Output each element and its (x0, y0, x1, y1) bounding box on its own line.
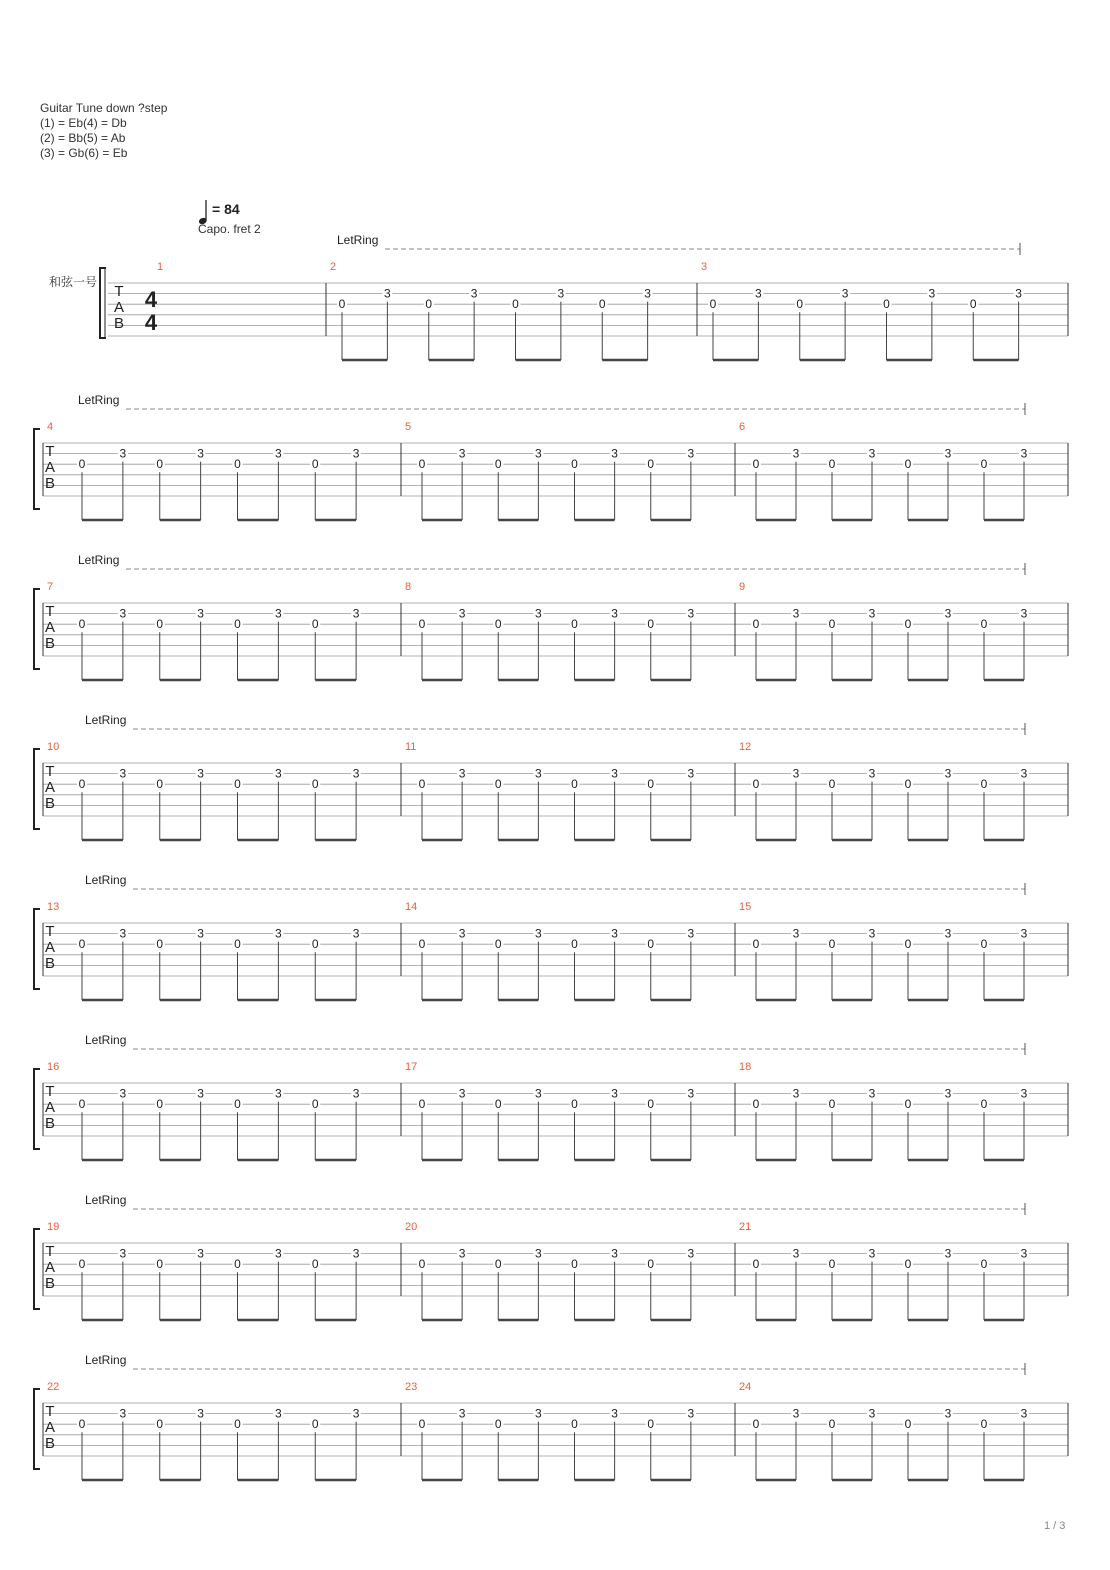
fret-number: 3 (1020, 926, 1028, 941)
let-ring-label: LetRing (78, 553, 120, 567)
fret-number: 3 (792, 446, 800, 461)
fret-number: 0 (571, 1097, 578, 1112)
measure-number: 15 (739, 901, 752, 913)
fret-number: 3 (275, 1246, 282, 1261)
fret-number: 3 (687, 446, 695, 461)
fret-number: 3 (197, 1086, 204, 1101)
fret-number: 3 (119, 1246, 127, 1261)
fret-number: 3 (275, 1406, 282, 1421)
fret-number: 0 (234, 1257, 241, 1272)
tab-letter-b: B (44, 795, 56, 812)
fret-number: 3 (944, 766, 952, 781)
fret-number: 0 (980, 1257, 988, 1272)
fret-number: 0 (571, 457, 578, 472)
fret-number: 3 (792, 1406, 800, 1421)
fret-number: 3 (611, 926, 618, 941)
measure-number: 20 (405, 1221, 418, 1233)
tab-letter-t: T (45, 763, 55, 780)
fret-number: 3 (868, 766, 876, 781)
fret-number: 0 (78, 617, 86, 632)
fret-number: 0 (752, 457, 760, 472)
fret-number: 3 (792, 926, 800, 941)
tab-letter-b: B (44, 1435, 56, 1452)
fret-number: 0 (512, 297, 519, 312)
fret-number: 0 (647, 1417, 655, 1432)
tab-letter-t: T (45, 1243, 55, 1260)
fret-number: 3 (841, 286, 849, 301)
fret-number: 3 (197, 766, 204, 781)
measure-number: 6 (739, 421, 746, 433)
fret-number: 3 (535, 1086, 542, 1101)
fret-number: 0 (828, 1417, 836, 1432)
fret-number: 0 (78, 1417, 86, 1432)
fret-number: 3 (119, 446, 127, 461)
fret-number: 3 (644, 286, 651, 301)
fret-number: 0 (156, 457, 164, 472)
fret-number: 3 (944, 606, 952, 621)
fret-number: 0 (418, 777, 426, 792)
measure-number: 7 (47, 581, 54, 593)
fret-number: 3 (792, 1086, 800, 1101)
measure-number: 16 (47, 1061, 60, 1073)
fret-number: 0 (234, 777, 241, 792)
fret-number: 0 (311, 937, 319, 952)
fret-number: 3 (352, 1406, 360, 1421)
tab-letter-b: B (44, 635, 56, 652)
fret-number: 3 (197, 1406, 204, 1421)
fret-number: 3 (119, 1086, 127, 1101)
fret-number: 0 (709, 297, 717, 312)
fret-number: 3 (1015, 286, 1022, 301)
fret-number: 0 (980, 937, 988, 952)
fret-number: 3 (928, 286, 936, 301)
measure-number: 17 (405, 1061, 418, 1073)
fret-number: 3 (792, 606, 800, 621)
fret-number: 0 (234, 1417, 241, 1432)
system-bracket (34, 749, 40, 829)
fret-number: 0 (494, 1417, 502, 1432)
fret-number: 0 (904, 1417, 912, 1432)
measure-number: 24 (739, 1381, 752, 1393)
fret-number: 0 (647, 777, 655, 792)
fret-number: 3 (944, 1086, 952, 1101)
fret-number: 3 (1020, 446, 1028, 461)
fret-number: 3 (275, 766, 282, 781)
fret-number: 0 (828, 1097, 836, 1112)
fret-number: 0 (311, 617, 319, 632)
fret-number: 0 (311, 1097, 319, 1112)
fret-number: 0 (980, 617, 988, 632)
capo-text: Capo. fret 2 (198, 222, 261, 236)
fret-number: 0 (156, 1417, 164, 1432)
measure-number: 5 (405, 421, 412, 433)
tab-letter-a: A (44, 459, 56, 476)
system-bracket (34, 1229, 40, 1309)
fret-number: 3 (352, 446, 360, 461)
fret-number: 0 (647, 937, 655, 952)
fret-number: 0 (828, 617, 836, 632)
measure-number: 11 (405, 741, 417, 753)
tuning-line: (3) = Gb(6) = Eb (40, 146, 128, 160)
tuning-line: Guitar Tune down ?step (40, 101, 168, 115)
fret-number: 3 (868, 606, 876, 621)
fret-number: 3 (868, 926, 876, 941)
fret-number: 3 (458, 926, 466, 941)
fret-number: 0 (828, 777, 836, 792)
fret-number: 0 (156, 1097, 164, 1112)
tab-letter-a: A (44, 1099, 56, 1116)
system-bracket (34, 1069, 40, 1149)
fret-number: 0 (904, 617, 912, 632)
fret-number: 3 (535, 1246, 542, 1261)
fret-number: 0 (828, 937, 836, 952)
tab-letter-b: B (44, 1115, 56, 1132)
fret-number: 0 (234, 1097, 241, 1112)
tuning-line: (1) = Eb(4) = Db (40, 116, 127, 130)
tab-letter-a: A (44, 779, 56, 796)
fret-number: 3 (384, 286, 391, 301)
fret-number: 0 (494, 937, 502, 952)
fret-number: 3 (868, 1086, 876, 1101)
fret-number: 3 (944, 446, 952, 461)
fret-number: 0 (752, 777, 760, 792)
measure-number: 12 (739, 741, 752, 753)
tab-letter-t: T (45, 923, 55, 940)
tab-letter-b: B (44, 955, 56, 972)
fret-number: 0 (752, 1257, 760, 1272)
fret-number: 3 (458, 1246, 466, 1261)
fret-number: 3 (1020, 1246, 1028, 1261)
measure-number: 14 (405, 901, 418, 913)
fret-number: 3 (119, 1406, 127, 1421)
fret-number: 3 (1020, 1406, 1028, 1421)
tab-letter-a: A (44, 1259, 56, 1276)
fret-number: 3 (687, 606, 695, 621)
fret-number: 3 (611, 446, 618, 461)
fret-number: 3 (687, 1246, 695, 1261)
fret-number: 0 (338, 297, 346, 312)
fret-number: 3 (458, 1086, 466, 1101)
fret-number: 0 (828, 457, 836, 472)
page-number: 1 / 3 (1044, 1520, 1066, 1532)
fret-number: 3 (755, 286, 762, 301)
let-ring-label: LetRing (337, 233, 379, 247)
fret-number: 3 (458, 446, 466, 461)
measure-number: 1 (157, 261, 164, 273)
time-signature-top: 4 (144, 287, 158, 312)
fret-number: 0 (425, 297, 433, 312)
fret-number: 0 (494, 617, 502, 632)
fret-number: 3 (197, 926, 204, 941)
tab-letter-t: T (45, 603, 55, 620)
fret-number: 3 (1020, 1086, 1028, 1101)
fret-number: 3 (611, 766, 618, 781)
fret-number: 0 (969, 297, 977, 312)
fret-number: 0 (752, 1097, 760, 1112)
fret-number: 0 (78, 1257, 86, 1272)
fret-number: 3 (687, 1086, 695, 1101)
fret-number: 0 (418, 617, 426, 632)
system-bracket (34, 429, 40, 509)
let-ring-label: LetRing (85, 873, 127, 887)
fret-number: 3 (352, 1246, 360, 1261)
fret-number: 3 (535, 766, 542, 781)
fret-number: 0 (796, 297, 804, 312)
fret-number: 3 (611, 1406, 618, 1421)
fret-number: 0 (156, 617, 164, 632)
fret-number: 0 (883, 297, 890, 312)
tab-letter-t: T (114, 283, 124, 300)
fret-number: 3 (458, 766, 466, 781)
system-bracket (34, 909, 40, 989)
fret-number: 0 (647, 457, 655, 472)
fret-number: 3 (611, 606, 618, 621)
fret-number: 3 (535, 606, 542, 621)
fret-number: 3 (352, 606, 360, 621)
fret-number: 0 (311, 457, 319, 472)
tab-letter-t: T (45, 1403, 55, 1420)
fret-number: 0 (980, 777, 988, 792)
measure-number: 9 (739, 581, 746, 593)
measure-number: 2 (330, 261, 337, 273)
fret-number: 3 (197, 446, 204, 461)
measure-number: 13 (47, 901, 60, 913)
fret-number: 0 (494, 457, 502, 472)
fret-number: 3 (557, 286, 565, 301)
measure-number: 21 (739, 1221, 752, 1233)
fret-number: 0 (647, 1097, 655, 1112)
fret-number: 0 (418, 1257, 426, 1272)
fret-number: 0 (752, 617, 760, 632)
fret-number: 3 (868, 446, 876, 461)
measure-number: 3 (701, 261, 708, 273)
fret-number: 3 (119, 926, 127, 941)
fret-number: 3 (352, 926, 360, 941)
tempo-value: = 84 (212, 201, 240, 217)
fret-number: 3 (458, 606, 466, 621)
fret-number: 0 (904, 777, 912, 792)
fret-number: 0 (980, 457, 988, 472)
tab-letter-a: A (113, 299, 125, 316)
fret-number: 0 (78, 937, 86, 952)
fret-number: 3 (535, 446, 542, 461)
fret-number: 0 (571, 1417, 578, 1432)
fret-number: 0 (156, 1257, 164, 1272)
fret-number: 0 (494, 1257, 502, 1272)
fret-number: 0 (571, 1257, 578, 1272)
fret-number: 3 (275, 926, 282, 941)
fret-number: 0 (494, 1097, 502, 1112)
fret-number: 0 (598, 297, 606, 312)
fret-number: 3 (352, 1086, 360, 1101)
fret-number: 3 (535, 1406, 542, 1421)
fret-number: 0 (418, 937, 426, 952)
fret-number: 0 (571, 777, 578, 792)
fret-number: 0 (904, 1257, 912, 1272)
let-ring-label: LetRing (78, 393, 120, 407)
fret-number: 3 (119, 766, 127, 781)
fret-number: 3 (944, 1246, 952, 1261)
fret-number: 0 (904, 1097, 912, 1112)
measure-number: 8 (405, 581, 412, 593)
measure-number: 10 (47, 741, 60, 753)
time-signature-bottom: 4 (144, 310, 158, 335)
fret-number: 0 (156, 777, 164, 792)
fret-number: 0 (904, 457, 912, 472)
fret-number: 3 (687, 1406, 695, 1421)
fret-number: 3 (868, 1406, 876, 1421)
fret-number: 0 (980, 1097, 988, 1112)
measure-number: 22 (47, 1381, 60, 1393)
system-bracket (34, 589, 40, 669)
fret-number: 3 (458, 1406, 466, 1421)
let-ring-label: LetRing (85, 1033, 127, 1047)
tab-letter-b: B (44, 475, 56, 492)
fret-number: 0 (78, 457, 86, 472)
fret-number: 0 (571, 937, 578, 952)
fret-number: 0 (78, 777, 86, 792)
fret-number: 0 (78, 1097, 86, 1112)
fret-number: 3 (1020, 606, 1028, 621)
tab-letter-a: A (44, 619, 56, 636)
let-ring-label: LetRing (85, 1353, 127, 1367)
tab-letter-b: B (44, 1275, 56, 1292)
fret-number: 0 (494, 777, 502, 792)
fret-number: 3 (119, 606, 127, 621)
fret-number: 3 (792, 766, 800, 781)
fret-number: 0 (647, 617, 655, 632)
fret-number: 0 (647, 1257, 655, 1272)
fret-number: 3 (535, 926, 542, 941)
fret-number: 0 (980, 1417, 988, 1432)
fret-number: 0 (418, 1097, 426, 1112)
fret-number: 3 (275, 446, 282, 461)
fret-number: 0 (904, 937, 912, 952)
fret-number: 0 (571, 617, 578, 632)
measure-number: 18 (739, 1061, 752, 1073)
fret-number: 3 (1020, 766, 1028, 781)
measure-number: 4 (47, 421, 54, 433)
tuning-line: (2) = Bb(5) = Ab (40, 131, 126, 145)
fret-number: 0 (311, 1257, 319, 1272)
tab-letter-b: B (113, 315, 125, 332)
fret-number: 0 (234, 937, 241, 952)
fret-number: 0 (828, 1257, 836, 1272)
tab-letter-a: A (44, 1419, 56, 1436)
fret-number: 0 (234, 617, 241, 632)
fret-number: 3 (611, 1086, 618, 1101)
fret-number: 0 (418, 457, 426, 472)
fret-number: 3 (944, 1406, 952, 1421)
let-ring-label: LetRing (85, 1193, 127, 1207)
fret-number: 3 (687, 766, 695, 781)
measure-number: 23 (405, 1381, 418, 1393)
fret-number: 3 (197, 606, 204, 621)
instrument-name: 和弦一号 (49, 275, 98, 289)
fret-number: 0 (418, 1417, 426, 1432)
tab-letter-t: T (45, 1083, 55, 1100)
fret-number: 0 (234, 457, 241, 472)
fret-number: 3 (611, 1246, 618, 1261)
measure-number: 19 (47, 1221, 60, 1233)
fret-number: 0 (752, 937, 760, 952)
fret-number: 3 (197, 1246, 204, 1261)
tab-letter-a: A (44, 939, 56, 956)
fret-number: 3 (868, 1246, 876, 1261)
fret-number: 3 (275, 1086, 282, 1101)
system-bracket (34, 1389, 40, 1469)
tab-letter-t: T (45, 443, 55, 460)
let-ring-label: LetRing (85, 713, 127, 727)
fret-number: 3 (352, 766, 360, 781)
fret-number: 0 (752, 1417, 760, 1432)
fret-number: 3 (687, 926, 695, 941)
fret-number: 3 (944, 926, 952, 941)
fret-number: 3 (470, 286, 478, 301)
fret-number: 0 (156, 937, 164, 952)
fret-number: 0 (311, 1417, 319, 1432)
fret-number: 3 (792, 1246, 800, 1261)
fret-number: 3 (275, 606, 282, 621)
fret-number: 0 (311, 777, 319, 792)
